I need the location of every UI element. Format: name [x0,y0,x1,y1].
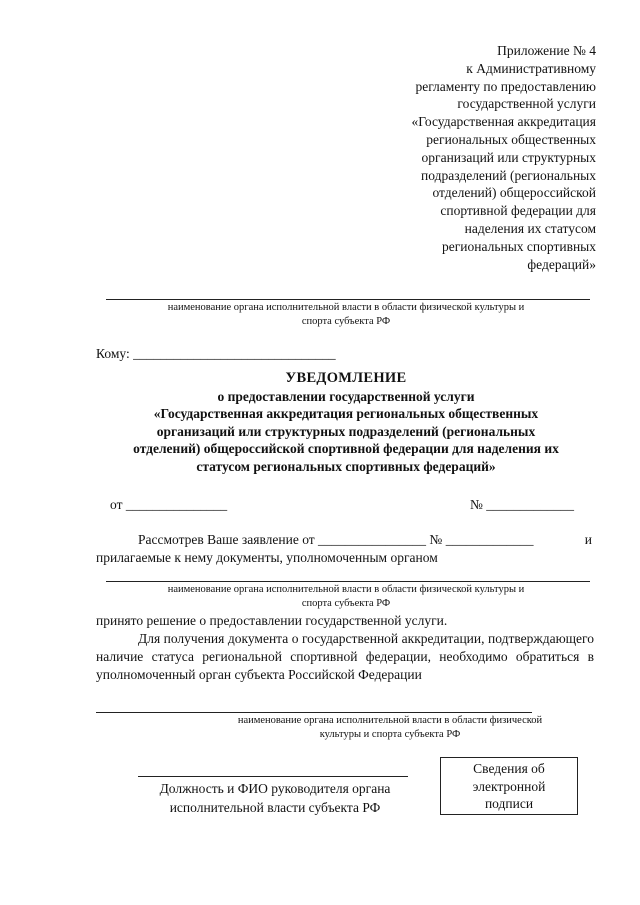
appendix-line: наделения их статусом [464,220,596,236]
signature-caption [130,780,420,817]
number-row [470,497,574,513]
notice-title-line: организаций или структурных подразделений (региональных [156,423,536,439]
appendix-line: к Административному [466,60,596,76]
authority-field-line-3[interactable] [96,712,532,713]
recipient-row [96,346,336,362]
appendix-line: региональных спортивных [442,238,596,254]
notice-title: УВЕДОМЛЕНИЕ [285,370,407,386]
recipient-field[interactable]: ______________________________ [133,346,336,361]
notice-title-line: отделений) общероссийской спортивной федерации для наделения их [133,441,559,456]
body-number-label: № [429,532,443,547]
authority-caption-1 [96,301,596,329]
authority-caption-1-line1: наименование органа исполнительной власти в области физической культуры и [167,302,525,313]
signature-caption-line2: исполнительной власти субъекта РФ [169,799,381,815]
body-text: Рассмотрев Ваше заявление от [138,532,315,547]
decision-paragraph: Для получения документа о государственной аккредитации, подтверждающего наличие статуса региональной спортивной федерации, необходимо обратиться в уполномоченный орган субъекта Российской Федерации [96,631,594,682]
signature-caption-line1: Должность и ФИО руководителя органа [159,781,391,796]
appendix-line: Приложение № 4 [497,43,596,58]
appendix-line: организаций или структурных [421,149,596,165]
signature-line[interactable] [138,776,408,777]
appendix-line: региональных общественных [426,131,596,147]
authority-caption-3 [196,714,584,742]
esignature-line3: подписи [484,796,534,811]
authority-caption-3-line2: культуры и спорта субъекта РФ [319,729,461,740]
esignature-line2: электронной [472,778,546,794]
appendix-line: государственной услуги [457,96,596,112]
notice-title-block [96,370,596,475]
appendix-line: регламенту по предоставлению [415,78,596,94]
authority-field-line-1[interactable] [106,299,590,300]
authority-caption-2-line1: наименование органа исполнительной власти в области физической культуры и [167,584,525,595]
appendix-line: подразделений (региональных [421,167,596,183]
appendix-line: федераций» [527,256,596,272]
decision-line: принято решение о предоставлении государственной услуги. [96,613,448,628]
authority-caption-2-line2: спорта субъекта РФ [301,598,391,609]
date-row [110,497,227,513]
application-number-field[interactable]: _____________ [445,532,534,547]
authority-field-line-2[interactable] [106,581,590,582]
body-line-1 [96,531,594,549]
body-line-2: прилагаемые к нему документы, уполномоченным органом [96,550,438,565]
authority-caption-3-line1: наименование органа исполнительной власти в области физической [237,715,543,726]
number-field[interactable]: _____________ [486,497,575,512]
authority-caption-2 [96,583,596,611]
appendix-line: отделений) общероссийской [432,185,596,201]
notice-title-line: о предоставлении государственной услуги [217,388,475,404]
esignature-line1: Сведения об [473,761,545,776]
notice-title-line: «Государственная аккредитация региональных общественных [153,406,539,421]
appendix-header [366,42,596,273]
notice-title-line: статусом региональных спортивных федераций» [196,458,496,474]
appendix-line: спортивной федерации для [440,203,596,219]
recipient-label: Кому: [96,346,134,361]
body-and: и [584,532,592,547]
date-label: от [110,497,123,512]
authority-caption-1-line2: спорта субъекта РФ [301,316,391,327]
electronic-signature-box [440,757,578,815]
application-date-field[interactable]: ________________ [318,532,427,547]
number-label: № [470,497,483,512]
date-field[interactable]: _______________ [125,497,228,512]
appendix-line: «Государственная аккредитация [411,114,596,130]
